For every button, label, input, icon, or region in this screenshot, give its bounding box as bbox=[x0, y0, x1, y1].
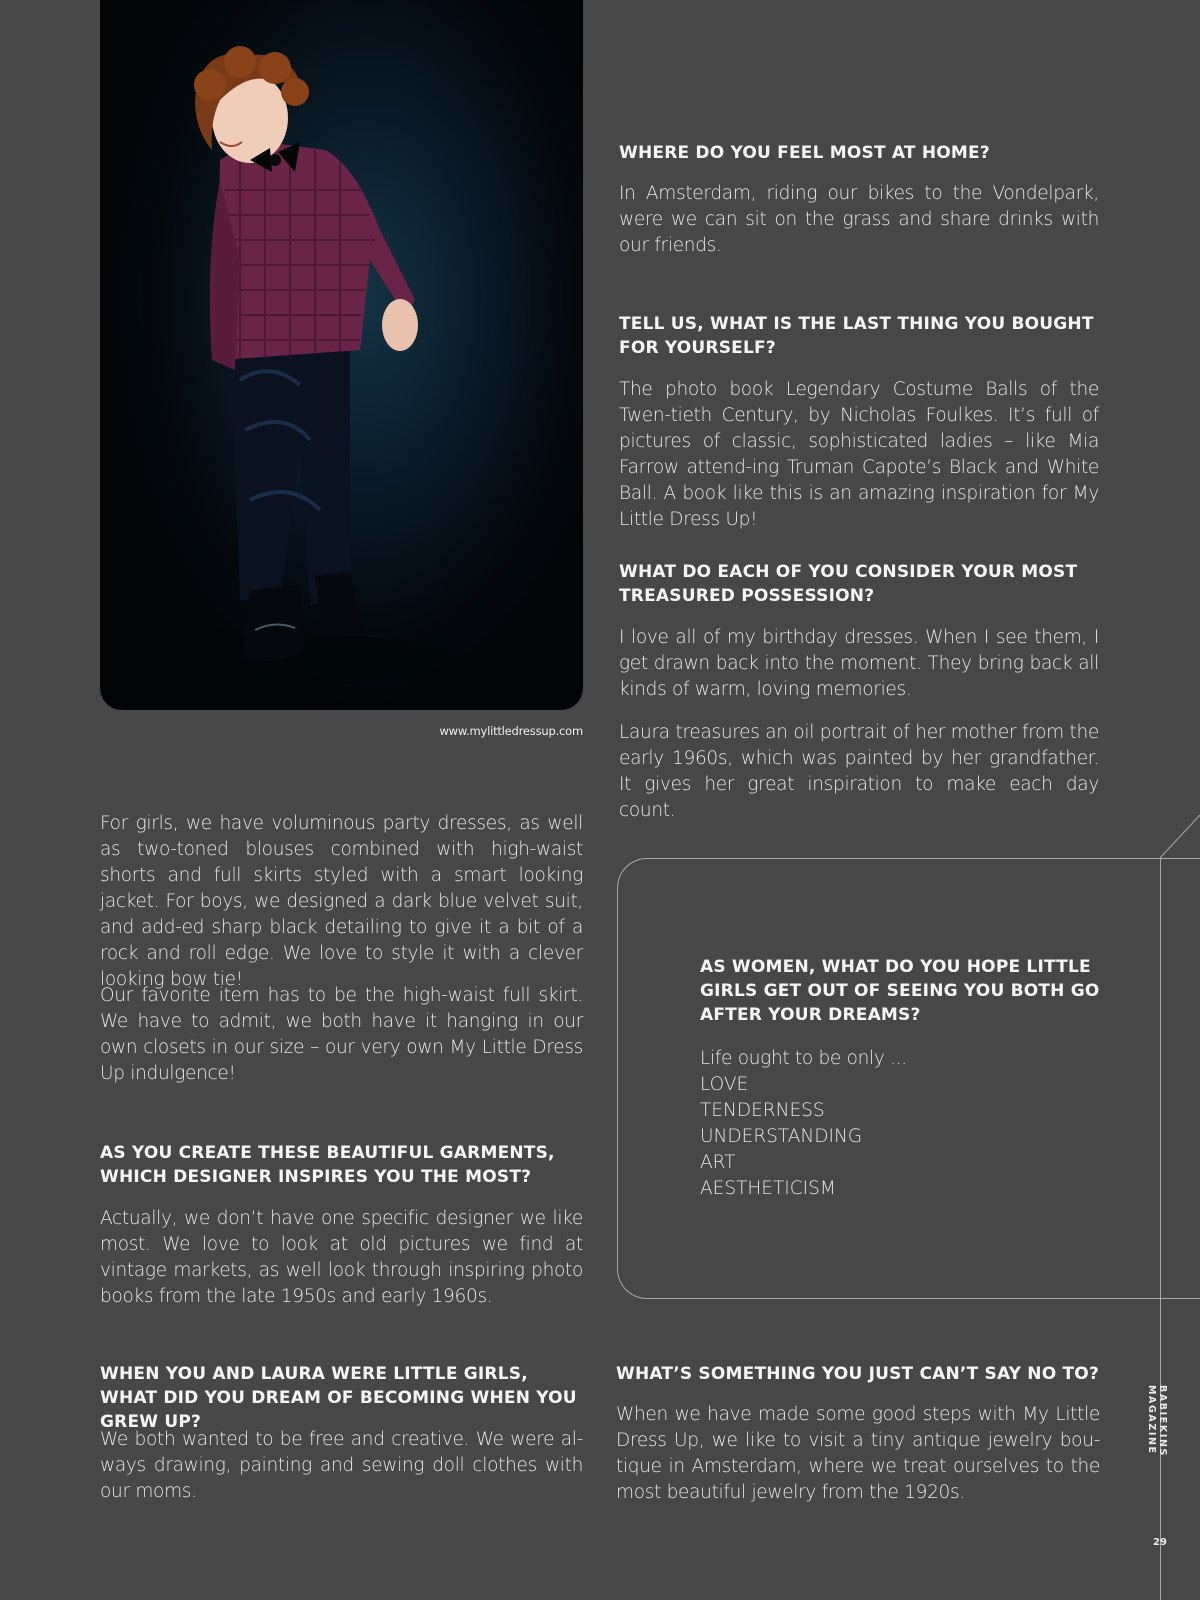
answer-designer-inspiration: Actually, we don’t have one specific designer we like most. We love to look at old pictures we find at vintage markets, as well look through inspiring photo books from the late 1950s and early 1960s. bbox=[100, 1208, 583, 1307]
question-childhood-dream: WHEN YOU AND LAURA WERE LITTLE GIRLS, WHAT DID YOU DREAM OF BECOMING WHEN YOU GREW UP? bbox=[100, 1364, 577, 1432]
question-treasured-possession: WHAT DO EACH OF YOU CONSIDER YOUR MOST TREASURED POSSESSION? bbox=[619, 562, 1078, 606]
question-designer-inspiration: AS YOU CREATE THESE BEAUTIFUL GARMENTS, WHICH DESIGNER INSPIRES YOU THE MOST? bbox=[100, 1143, 555, 1187]
word-aestheticism: AESTHETICISM bbox=[700, 1178, 836, 1199]
word-list bbox=[700, 1072, 862, 1202]
word-art: ART bbox=[700, 1152, 736, 1173]
answer-treasured-possession-laura: Laura treasures an oil portrait of her mother from the early 1960s, which was painted by her grandfather. It gives her great inspiration to make each day count. bbox=[619, 722, 1099, 821]
answer-treasured-possession: I love all of my birthday dresses. When I see them, I get drawn back into the moment. They bring back all kinds of warm, loving memories. bbox=[619, 627, 1099, 700]
word-understanding: UNDERSTANDING bbox=[700, 1126, 863, 1147]
question-cant-say-no: WHAT’S SOMETHING YOU JUST CAN’T SAY NO TO? bbox=[616, 1364, 1100, 1384]
answer-last-purchase: The photo book Legendary Costume Balls of the Twen-tieth Century, by Nicholas Foulkes. It’s full of pictures of classic, sophisticated ladies – like Mia Farrow attend-ing Truman Capote’s Black and White Ball. A book like this is an amazing inspiration for My Little Dress Up! bbox=[619, 379, 1099, 530]
photo-credit-url[interactable]: www.mylittledressup.com bbox=[439, 724, 583, 738]
page-number: 29 bbox=[1153, 1537, 1167, 1548]
question-little-girls: AS WOMEN, WHAT DO YOU HOPE LITTLE GIRLS GET OUT OF SEEING YOU BOTH GO AFTER YOUR DREAMS? bbox=[700, 957, 1100, 1025]
answer-home: In Amsterdam, riding our bikes to the Vondelpark, were we can sit on the grass and share drinks with our friends. bbox=[619, 183, 1099, 256]
magazine-side-label: BABIEKINS MAGAZINE bbox=[1146, 1385, 1168, 1457]
box-intro: Life ought to be only ... bbox=[700, 1048, 907, 1069]
question-last-purchase: TELL US, WHAT IS THE LAST THING YOU BOUGHT FOR YOURSELF? bbox=[619, 314, 1094, 358]
paragraph-favorite-item: Our favorite item has to be the high-waist full skirt. We have to admit, we both have it hanging in our own closets in our size – our very own My Little Dress Up indulgence! bbox=[100, 985, 583, 1084]
word-love: LOVE bbox=[700, 1074, 749, 1095]
photo-boy-in-checked-shirt bbox=[100, 0, 583, 710]
photo-illustration bbox=[100, 0, 583, 710]
diagonal-rule bbox=[1160, 810, 1200, 860]
paragraph-collection: For girls, we have voluminous party dresses, as well as two-toned blouses combined with high-waist shorts and full skirts styled with a smart looking jacket. For boys, we designed a dark blue velvet suit, and add-ed sharp black detailing to give it a bit of a rock and roll edge. We love to style it with a clever looking bow tie! bbox=[100, 813, 583, 990]
answer-childhood-dream: We both wanted to be free and creative. We were al-ways drawing, painting and sewing doll clothes with our moms. bbox=[100, 1429, 583, 1502]
word-tenderness: TENDERNESS bbox=[700, 1100, 825, 1121]
answer-cant-say-no: When we have made some good steps with My Little Dress Up, we like to visit a tiny antique jewelry bou-tique in Amsterdam, where we treat ourselves to the most beautiful jewelry from the 1920s. bbox=[616, 1404, 1100, 1503]
question-home: WHERE DO YOU FEEL MOST AT HOME? bbox=[619, 143, 990, 163]
